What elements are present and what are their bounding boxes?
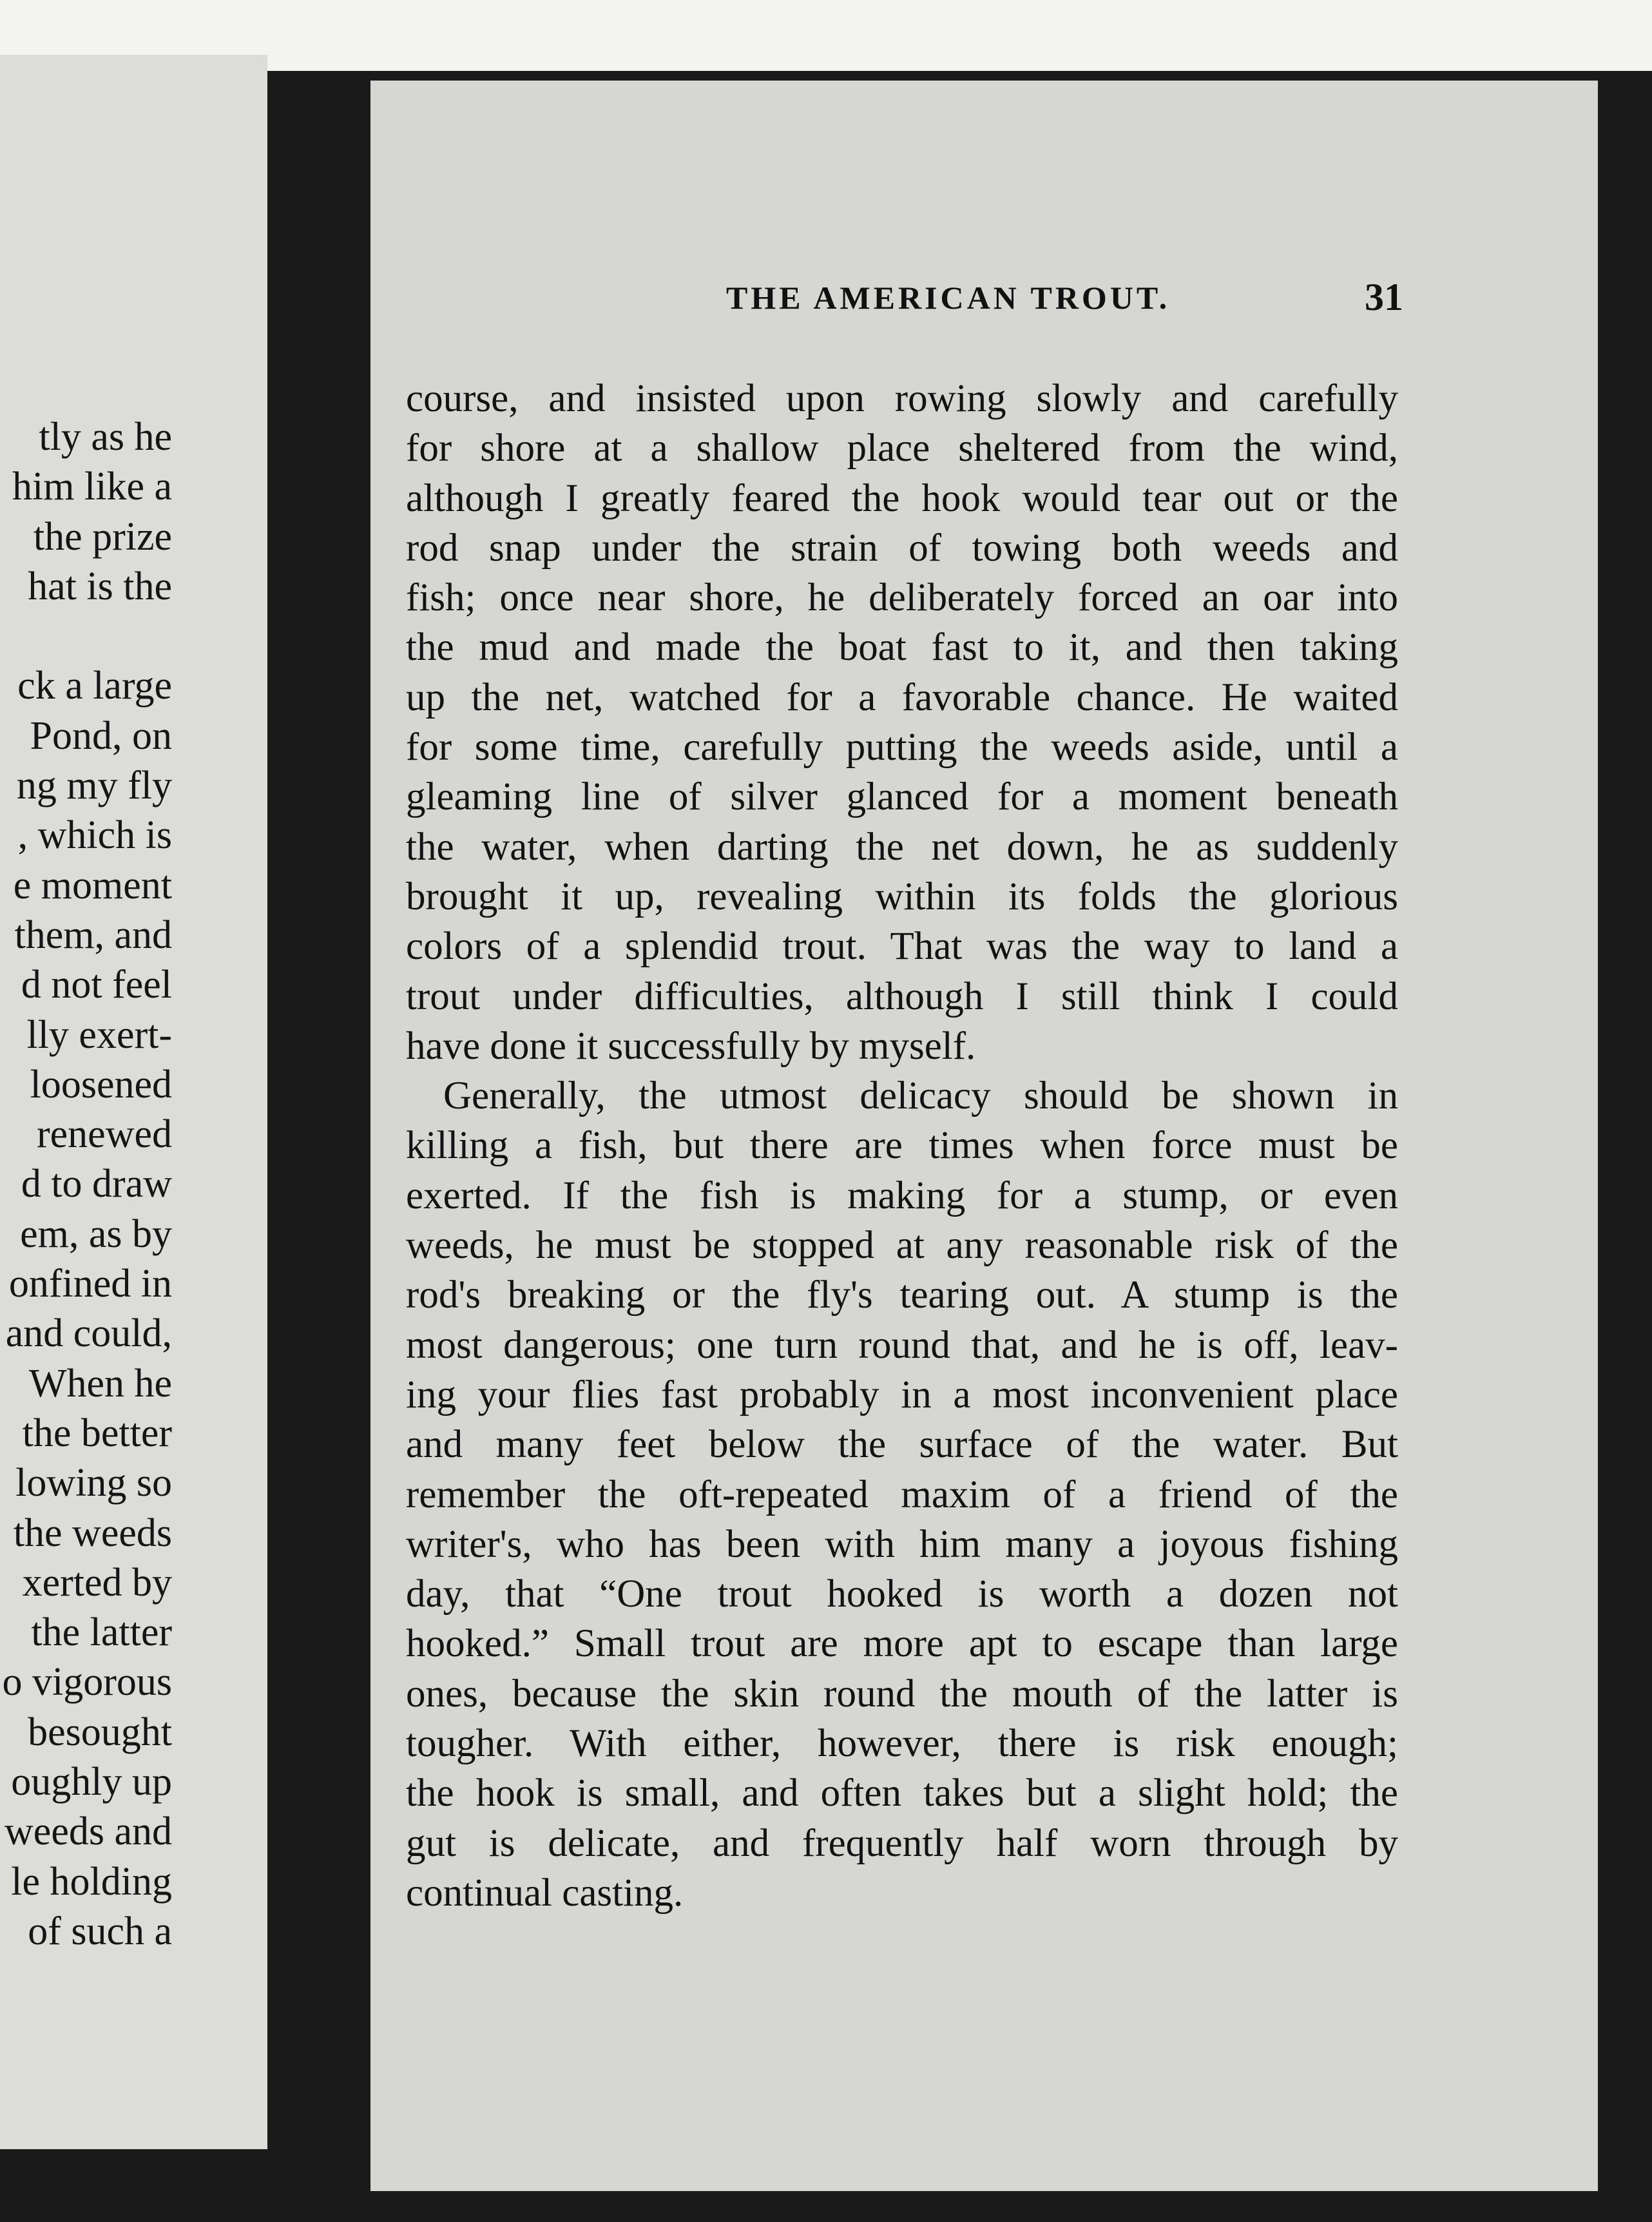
left-line: d not feel: [21, 963, 172, 1007]
text-line: the mud and made the boat fast to it, and then taking: [406, 626, 1398, 670]
text-line: gut is delicate, and frequently half worn through by: [406, 1821, 1398, 1865]
left-line: ng my fly: [16, 764, 172, 808]
left-line: d to draw: [21, 1162, 172, 1206]
text-line: ones, because the skin round the mouth of the latter is: [406, 1672, 1398, 1715]
left-line: the better: [22, 1411, 172, 1455]
text-line: killing a fish, but there are times when force must be: [406, 1124, 1398, 1168]
left-line: oughly up: [11, 1760, 172, 1804]
text-line: up the net, watched for a favorable chance. He waited: [406, 675, 1398, 719]
left-line: e moment: [13, 863, 172, 907]
text-line: fish; once near shore, he deliberately forced an oar into: [406, 576, 1398, 620]
text-line: have done it successfully by myself.: [406, 1024, 976, 1068]
text-line: the water, when darting the net down, he as suddenly: [406, 825, 1398, 869]
text-line: for some time, carefully putting the weeds aside, until a: [406, 726, 1398, 769]
left-line: lly exert-: [26, 1012, 172, 1057]
text-line: the hook is small, and often takes but a slight hold; the: [406, 1772, 1398, 1815]
text-line: hooked.” Small trout are more apt to escape than large: [406, 1622, 1398, 1666]
left-line: le holding: [11, 1859, 172, 1904]
text-line: remember the oft-repeated maxim of a friend of the: [406, 1473, 1398, 1516]
left-line: and could,: [5, 1311, 172, 1356]
text-line: trout under difficulties, although I still think I could: [406, 974, 1398, 1018]
left-line: renewed: [37, 1112, 172, 1157]
left-line: the latter: [31, 1610, 172, 1655]
left-line: tly as he: [39, 415, 172, 459]
left-line: , which is: [17, 813, 172, 858]
left-line: xerted by: [22, 1560, 172, 1605]
left-line: the weeds: [13, 1511, 172, 1555]
left-line: lowing so: [15, 1461, 172, 1505]
text-line: ing your flies fast probably in a most inconvenient place: [406, 1373, 1398, 1416]
text-line: writer's, who has been with him many a joyous fishing: [406, 1522, 1398, 1566]
left-page: [0, 55, 267, 2149]
left-line: hat is the: [28, 564, 172, 608]
text-line: most dangerous; one turn round that, and he is off, leav-: [406, 1323, 1398, 1367]
left-line: onfined in: [8, 1262, 172, 1306]
text-line: course, and insisted upon rowing slowly and carefully: [406, 377, 1398, 420]
text-line: colors of a splendid trout. That was the way to land a: [406, 925, 1398, 969]
left-line: ck a large: [17, 664, 172, 708]
left-line: him like a: [12, 465, 172, 509]
left-page-text: [0, 412, 172, 1956]
text-line: although I greatly feared the hook would tear out or the: [406, 476, 1398, 520]
left-line: them, and: [14, 913, 172, 957]
text-line: Generally, the utmost delicacy should be shown in: [443, 1074, 1398, 1118]
text-line: brought it up, revealing within its folds the glorious: [406, 874, 1398, 918]
right-page: [370, 81, 1598, 2191]
text-line: rod's breaking or the fly's tearing out. A stump is the: [406, 1273, 1398, 1317]
running-head: THE AMERICAN TROUT.: [726, 280, 1171, 316]
left-line: o vigorous: [2, 1660, 172, 1705]
text-line: gleaming line of silver glanced for a moment beneath: [406, 775, 1398, 819]
page-number: 31: [1365, 276, 1403, 318]
left-line: loosened: [30, 1062, 172, 1106]
text-line: exerted. If the fish is making for a stump, or even: [406, 1174, 1398, 1217]
left-line: em, as by: [20, 1212, 172, 1256]
left-line: the prize: [33, 514, 172, 559]
text-line: tougher. With either, however, there is risk enough;: [406, 1722, 1398, 1766]
left-line: of such a: [28, 1909, 172, 1953]
text-line: rod snap under the strain of towing both weeds and: [406, 526, 1398, 570]
left-line: besought: [28, 1710, 172, 1754]
left-line: When he: [28, 1361, 172, 1406]
text-line: for shore at a shallow place sheltered from the wind,: [406, 427, 1398, 470]
text-line: continual casting.: [406, 1871, 684, 1915]
text-line: weeds, he must be stopped at any reasonable risk of the: [406, 1224, 1398, 1268]
left-line: [0, 612, 172, 661]
body-text: [406, 374, 1398, 1918]
text-line: and many feet below the surface of the water. But: [406, 1423, 1398, 1467]
text-line: day, that “One trout hooked is worth a dozen not: [406, 1572, 1398, 1616]
left-line: Pond, on: [30, 713, 172, 758]
left-line: weeds and: [5, 1810, 172, 1854]
